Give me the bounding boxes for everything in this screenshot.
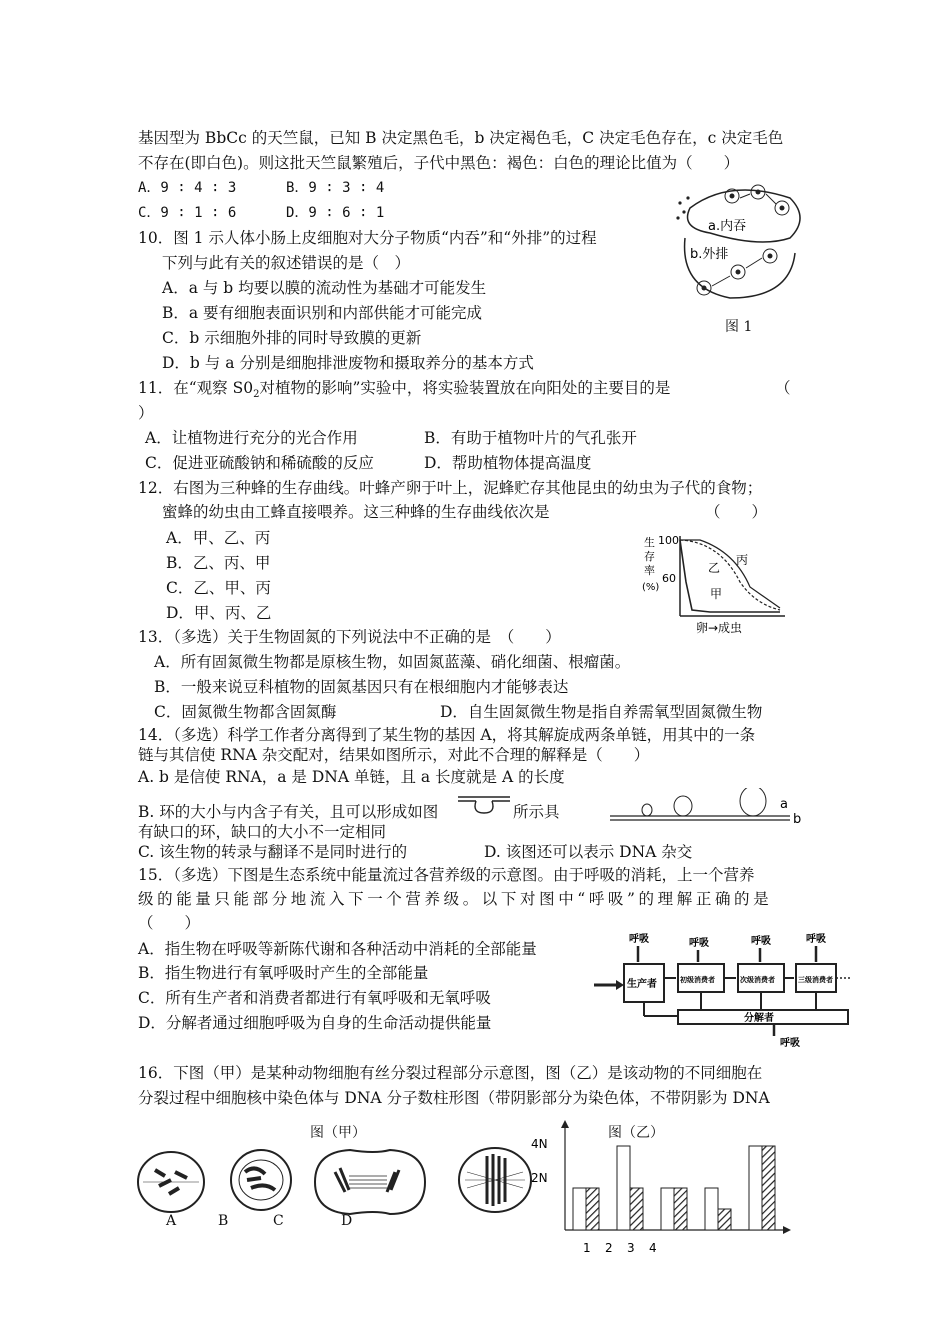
q9-option-c: C．9 ∶ 1 ∶ 6 [138, 205, 237, 221]
q15-stem-line3: （ ） [138, 914, 201, 932]
q12-option-c: C．乙、甲、丙 [166, 579, 271, 597]
resp-label-1: 呼吸 [629, 934, 649, 945]
resp-label-4: 呼吸 [806, 934, 826, 945]
survival-tick-60: 60 [662, 572, 676, 585]
cell-label-a: A [166, 1213, 177, 1229]
q14-option-b-line2: 有缺口的环，缺口的大小不一定相同 [138, 823, 387, 841]
hybrid-label-b: b [793, 812, 802, 826]
figure-yi-title: 图（乙） [608, 1125, 664, 1141]
q12-stem-line1: 12．右图为三种蜂的生存曲线。叶蜂产卵于叶上，泥蜂贮存其他昆虫的幼虫为子代的食物； [138, 479, 763, 497]
q16-stem-line1: 16．下图（甲）是某种动物细胞有丝分裂过程部分示意图，图（乙）是该动物的不同细胞在 [138, 1064, 763, 1082]
survival-ylabel-4: (%) [642, 582, 660, 593]
decomposer-box: 分解者 [744, 1013, 774, 1024]
survival-xlabel: 卵→成虫 [696, 621, 743, 634]
bar-3-dna [661, 1188, 674, 1230]
q12-stem-line2: 蜜蜂的幼虫由工蜂直接喂养。这三种蜂的生存曲线依次是 [162, 503, 550, 521]
q11-stem-sub: 2 [253, 389, 260, 401]
y-axis-arrow [561, 1120, 569, 1128]
energy-flow-figure [594, 930, 854, 1050]
y-tick-2n: 2N [531, 1171, 548, 1185]
q13-option-d: D．自生固氮微生物是指自养需氧型固氮微生物 [440, 703, 763, 721]
q14-stem-line1: 14．（多选）科学工作者分离得到了某生物的基因 A，将其解旋成两条单链，用其中的一条 [138, 726, 756, 744]
q12-option-d: D．甲、丙、乙 [166, 604, 272, 622]
figure-1-label-b: b.外排 [690, 247, 729, 262]
q9-option-a: A．9 ∶ 4 ∶ 3 [138, 180, 237, 196]
survival-curve-figure [640, 532, 790, 634]
survival-tick-100: 100 [658, 534, 679, 547]
q14-stem-line2: 链与其信使 RNA 杂交配对，结果如图所示，对此不合理的解释是（ ） [138, 746, 650, 764]
figure-jia-title: 图（甲） [310, 1125, 366, 1141]
q10-option-d: D．b 与 a 分别是细胞排泄废物和摄取养分的基本方式 [162, 354, 534, 372]
cell-label-d: D [341, 1213, 353, 1229]
x-tick-2: 2 [605, 1241, 613, 1255]
q9-option-b: B．9 ∶ 3 ∶ 4 [286, 180, 385, 196]
x-tick-3: 3 [627, 1241, 635, 1255]
figure-1-endocytosis [670, 178, 810, 308]
hybrid-label-a: a [780, 797, 788, 812]
q14-option-c: C. 该生物的转录与翻译不是同时进行的 [138, 843, 408, 861]
q9-stem-line2: 不存在(即白色)。则这批天竺鼠繁殖后，子代中黑色：褐色：白色的理论比值为（ ） [138, 154, 740, 172]
q13-option-a: A．所有固氮微生物都是原核生物，如固氮蓝藻、硝化细菌、根瘤菌。 [154, 653, 631, 671]
x-axis-arrow [783, 1226, 791, 1234]
gapped-loop-icon [458, 793, 510, 815]
chromosome-dna-bar-chart [525, 1118, 805, 1258]
q11-stem-line1 [138, 378, 670, 405]
cell-label-b: B [218, 1213, 229, 1229]
q10-option-a: A．a 与 b 均要以膜的流动性为基础才可能发生 [162, 279, 487, 297]
q9-stem-line1: 基因型为 BbCc 的天竺鼠，已知 B 决定黑色毛，b 决定褐色毛，C 决定毛色存在，c 决定毛色 [138, 129, 784, 147]
q12-option-b: B．乙、丙、甲 [166, 554, 271, 572]
producer-box: 生产者 [627, 979, 657, 990]
q13-stem-line1: 13．（多选）关于生物固氮的下列说法中不正确的是 （ ） [138, 628, 561, 646]
q15-option-c: C．所有生产者和消费者都进行有氧呼吸和无氧呼吸 [138, 989, 491, 1007]
q10-option-b: B．a 要有细胞表面识别和内部供能才可能完成 [162, 304, 483, 322]
consumer-1-box: 初级消费者 [680, 976, 715, 984]
survival-label-bing: 丙 [736, 553, 749, 567]
resp-label-5: 呼吸 [780, 1038, 800, 1049]
figure-1-label-a: a.内吞 [708, 219, 747, 234]
q13-option-b: B．一般来说豆科植物的固氮基因只有在根细胞内才能够表达 [154, 678, 569, 696]
q13-option-c: C．固氮微生物都含固氮酶 [154, 703, 337, 721]
q12-option-a: A．甲、乙、丙 [166, 529, 271, 547]
bar-2-dna [617, 1146, 630, 1230]
consumer-2-box: 次级消费者 [740, 976, 775, 984]
q15-stem-line2: 级的能量只能部分地流入下一个营养级。以下对图中“呼吸”的理解正确的是 [138, 890, 773, 908]
q14-option-a: A. b 是信使 RNA，a 是 DNA 单链，且 a 长度就是 A 的长度 [138, 768, 565, 786]
bar-4-chromosome [718, 1209, 731, 1230]
q14-option-d: D. 该图还可以表示 DNA 杂交 [484, 843, 693, 861]
mitosis-cells-figure [135, 1142, 535, 1222]
cell-label-c: C [273, 1213, 284, 1229]
q16-stem-line2: 分裂过程中细胞核中染色体与 DNA 分子数柱形图（带阴影部分为染色体，不带阴影为 DNA [138, 1089, 770, 1107]
bar-5-chromosome [762, 1146, 775, 1230]
survival-ylabel-2: 存 [644, 550, 655, 563]
survival-label-yi: 乙 [708, 561, 721, 575]
q10-stem-line2: 下列与此有关的叙述错误的是（ ） [162, 254, 411, 272]
bar-1-chromosome [586, 1188, 599, 1230]
survival-label-jia: 甲 [710, 587, 723, 601]
bar-4-dna [705, 1188, 718, 1230]
q11-option-c: C．促进亚硫酸钠和稀硫酸的反应 [145, 454, 374, 472]
q10-stem-line1: 10．图 1 示人体小肠上皮细胞对大分子物质“内吞”和“外排”的过程 [138, 229, 597, 247]
q12-paren: （ ） [705, 503, 768, 521]
bar-2-chromosome [630, 1188, 643, 1230]
q15-stem-line1: 15．（多选）下图是生态系统中能量流过各营养级的示意图。由于呼吸的消耗，上一个营养 [138, 866, 755, 884]
survival-ylabel: 生 [644, 536, 655, 549]
q9-option-d: D．9 ∶ 6 ∶ 1 [286, 205, 385, 221]
q14-option-b-tail: 所示具 [513, 803, 560, 821]
q10-option-c: C．b 示细胞外排的同时导致膜的更新 [162, 329, 422, 347]
q15-option-b: B．指生物进行有氧呼吸时产生的全部能量 [138, 964, 429, 982]
hybridization-figure [605, 788, 815, 826]
q11-option-b: B．有助于植物叶片的气孔张开 [424, 429, 637, 447]
resp-label-3: 呼吸 [751, 936, 771, 947]
q11-option-d: D．帮助植物体提高温度 [424, 454, 592, 472]
x-tick-1: 1 [583, 1241, 591, 1255]
q11-option-a: A．让植物进行充分的光合作用 [145, 429, 358, 447]
q15-option-a: A．指生物在呼吸等新陈代谢和各种活动中消耗的全部能量 [138, 940, 537, 958]
q14-option-b: B. 环的大小与内含子有关，且可以形成如图 [138, 803, 439, 821]
survival-ylabel-3: 率 [644, 564, 655, 577]
q15-option-d: D．分解者通过细胞呼吸为自身的生命活动提供能量 [138, 1014, 492, 1032]
y-tick-4n: 4N [531, 1137, 548, 1151]
bar-3-chromosome [674, 1188, 687, 1230]
bar-1-dna [573, 1188, 586, 1230]
q11-stem-post: 对植物的影响”实验中，将实验装置放在向阳处的主要目的是 [259, 379, 671, 397]
q11-paren-open: （ [775, 379, 791, 397]
consumer-3-box: 三级消费者 [798, 976, 833, 984]
q11-paren-close: ） [138, 404, 154, 422]
q11-stem-pre: 11．在“观察 S0 [138, 379, 254, 397]
bar-5-dna [749, 1146, 762, 1230]
figure-1-caption: 图 1 [725, 319, 753, 335]
resp-label-2: 呼吸 [689, 938, 709, 949]
x-tick-4: 4 [649, 1241, 657, 1255]
